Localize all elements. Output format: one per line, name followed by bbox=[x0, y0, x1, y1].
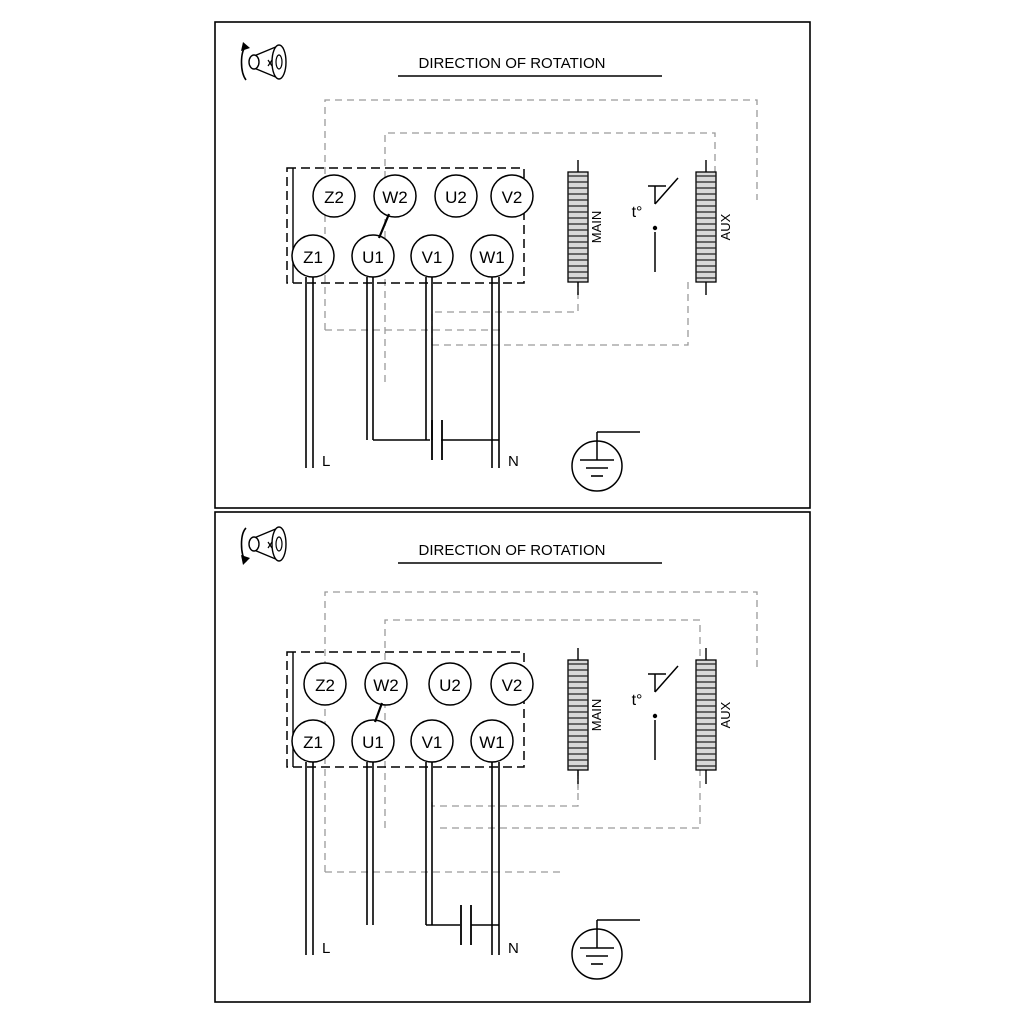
terminal-W1[interactable] bbox=[471, 235, 513, 277]
terminal-W1-label: W1 bbox=[479, 733, 505, 752]
terminal-Z2[interactable] bbox=[313, 175, 355, 217]
thermal-switch-label: t° bbox=[631, 692, 643, 709]
terminal-Z1[interactable] bbox=[292, 235, 334, 277]
winding-main-label: MAIN bbox=[589, 210, 604, 244]
terminal-V1-label: V1 bbox=[421, 248, 443, 267]
winding-aux-label: AUX bbox=[718, 701, 733, 729]
terminal-W2[interactable] bbox=[365, 663, 407, 705]
supply-label-L: L bbox=[322, 453, 331, 470]
supply-label-L: L bbox=[322, 940, 331, 957]
terminal-V2[interactable] bbox=[491, 175, 533, 217]
terminal-Z2-label: Z2 bbox=[315, 676, 335, 695]
terminal-Z1-label: Z1 bbox=[303, 248, 323, 267]
panel-bottom-heading: DIRECTION OF ROTATION bbox=[418, 542, 606, 559]
winding-aux-label: AUX bbox=[718, 213, 733, 241]
winding-main-label: MAIN bbox=[589, 698, 604, 732]
terminal-U1[interactable] bbox=[352, 720, 394, 762]
terminal-Z1-label: Z1 bbox=[303, 733, 323, 752]
terminal-W2-label: W2 bbox=[382, 188, 408, 207]
thermal-switch-label: t° bbox=[631, 204, 643, 221]
terminal-U2-label: U2 bbox=[439, 676, 461, 695]
terminal-V1[interactable] bbox=[411, 720, 453, 762]
terminal-V2[interactable] bbox=[491, 663, 533, 705]
terminal-U2-label: U2 bbox=[445, 188, 467, 207]
terminal-V2-label: V2 bbox=[501, 676, 523, 695]
terminal-W1[interactable] bbox=[471, 720, 513, 762]
terminal-Z1[interactable] bbox=[292, 720, 334, 762]
panel-top-heading: DIRECTION OF ROTATION bbox=[418, 55, 606, 72]
terminal-V1-label: V1 bbox=[421, 733, 443, 752]
terminal-Z2[interactable] bbox=[304, 663, 346, 705]
terminal-U1-label: U1 bbox=[362, 248, 384, 267]
terminal-U2[interactable] bbox=[429, 663, 471, 705]
terminal-V1[interactable] bbox=[411, 235, 453, 277]
supply-label-N: N bbox=[508, 453, 519, 470]
terminal-W2[interactable] bbox=[374, 175, 416, 217]
supply-label-N: N bbox=[508, 940, 519, 957]
terminal-W2-label: W2 bbox=[373, 676, 399, 695]
terminal-U2[interactable] bbox=[435, 175, 477, 217]
terminal-U1-label: U1 bbox=[362, 733, 384, 752]
terminal-W1-label: W1 bbox=[479, 248, 505, 267]
terminal-V2-label: V2 bbox=[501, 188, 523, 207]
terminal-U1[interactable] bbox=[352, 235, 394, 277]
terminal-Z2-label: Z2 bbox=[324, 188, 344, 207]
